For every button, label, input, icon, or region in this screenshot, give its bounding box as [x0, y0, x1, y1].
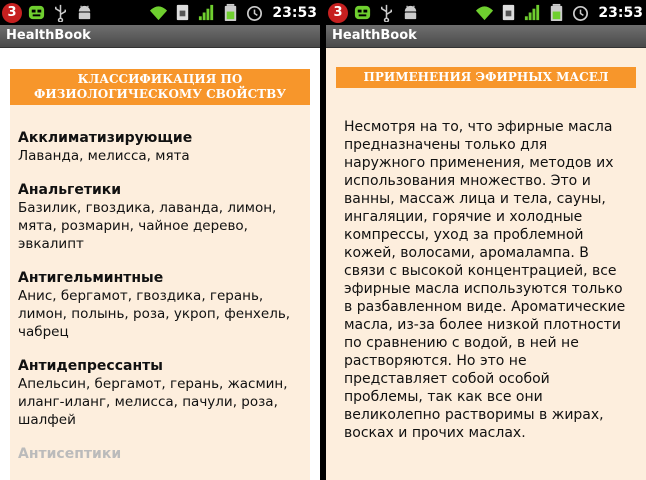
category-list — [10, 105, 310, 463]
status-right-icons — [149, 2, 317, 23]
signal-icon — [523, 3, 542, 22]
status-left-icons — [328, 2, 420, 23]
android-debug-icon — [401, 3, 420, 22]
robot-app-icon — [353, 3, 372, 22]
status-time: 23:53 — [272, 4, 317, 21]
sim-icon — [499, 3, 518, 22]
left-screen — [0, 0, 320, 480]
sim-icon — [173, 3, 192, 22]
robot-app-icon — [27, 3, 46, 22]
alarm-icon — [571, 3, 590, 22]
notification-badge-icon[interactable]: 3 — [328, 3, 348, 23]
usage-paragraph: Несмотря на то, что эфирные масла предназначены только для наружного применения, методов их использования множество. Это и ванны, массаж лица и тела, сауны, ингаляции, горячие и холодные компрессы, уход за проблемной кожей, волосами, аромалампа. В связи с высокой концентрацией, все эфирные масла используются только в разбавленном виде. Ароматические масла, из-за более низкой плотности по сравнению с водой, в ней не растворяются. Но это не представляет собой особой проблемы, так как все они великолепно растворимы в жирах, восках и прочих маслах. — [344, 119, 626, 441]
status-time: 23:53 — [598, 4, 643, 21]
right-content[interactable] — [326, 48, 646, 480]
category-item — [18, 269, 302, 341]
category-oils: Анис, бергамот, гвоздика, герань, лимон, полынь, роза, укроп, фенхель, чабрец — [18, 288, 291, 340]
category-name: Антигельминтные — [18, 270, 164, 286]
app-title-bar: HealthBook — [0, 25, 320, 48]
classification-sheet — [10, 64, 310, 480]
alarm-icon — [245, 3, 264, 22]
usage-sheet — [326, 48, 646, 480]
app-title-bar: HealthBook — [326, 25, 646, 48]
status-bar[interactable] — [326, 0, 646, 25]
right-screen — [326, 0, 646, 480]
status-right-icons — [475, 2, 643, 23]
category-item — [18, 129, 302, 165]
android-debug-icon — [75, 3, 94, 22]
category-oils: Апельсин, бергамот, герань, жасмин, иланг-иланг, мелисса, пачули, роза, шалфей — [18, 376, 288, 428]
category-name: Антисептики — [18, 446, 122, 462]
battery-icon — [221, 3, 240, 22]
notification-badge-icon[interactable]: 3 — [2, 3, 22, 23]
wifi-icon — [149, 3, 168, 22]
left-content[interactable] — [0, 48, 320, 480]
category-name: Антидепрессанты — [18, 358, 163, 374]
status-bar[interactable] — [0, 0, 320, 25]
usb-icon — [377, 3, 396, 22]
usage-banner: ПРИМЕНЕНИЯ ЭФИРНЫХ МАСЕЛ — [336, 67, 636, 88]
battery-icon — [547, 3, 566, 22]
category-item — [18, 445, 302, 463]
category-name: Анальгетики — [18, 182, 122, 198]
category-item — [18, 181, 302, 253]
wifi-icon — [475, 3, 494, 22]
category-oils: Лаванда, мелисса, мята — [18, 148, 190, 164]
classification-banner: КЛАССИФИКАЦИЯ ПО ФИЗИОЛОГИЧЕСКОМУ СВОЙСТВУ — [10, 64, 310, 105]
usb-icon — [51, 3, 70, 22]
signal-icon — [197, 3, 216, 22]
category-name: Акклиматизирующие — [18, 130, 193, 146]
status-left-icons — [2, 2, 94, 23]
category-item — [18, 357, 302, 429]
category-oils: Базилик, гвоздика, лаванда, лимон, мята, розмарин, чайное дерево, эвкалипт — [18, 200, 277, 252]
